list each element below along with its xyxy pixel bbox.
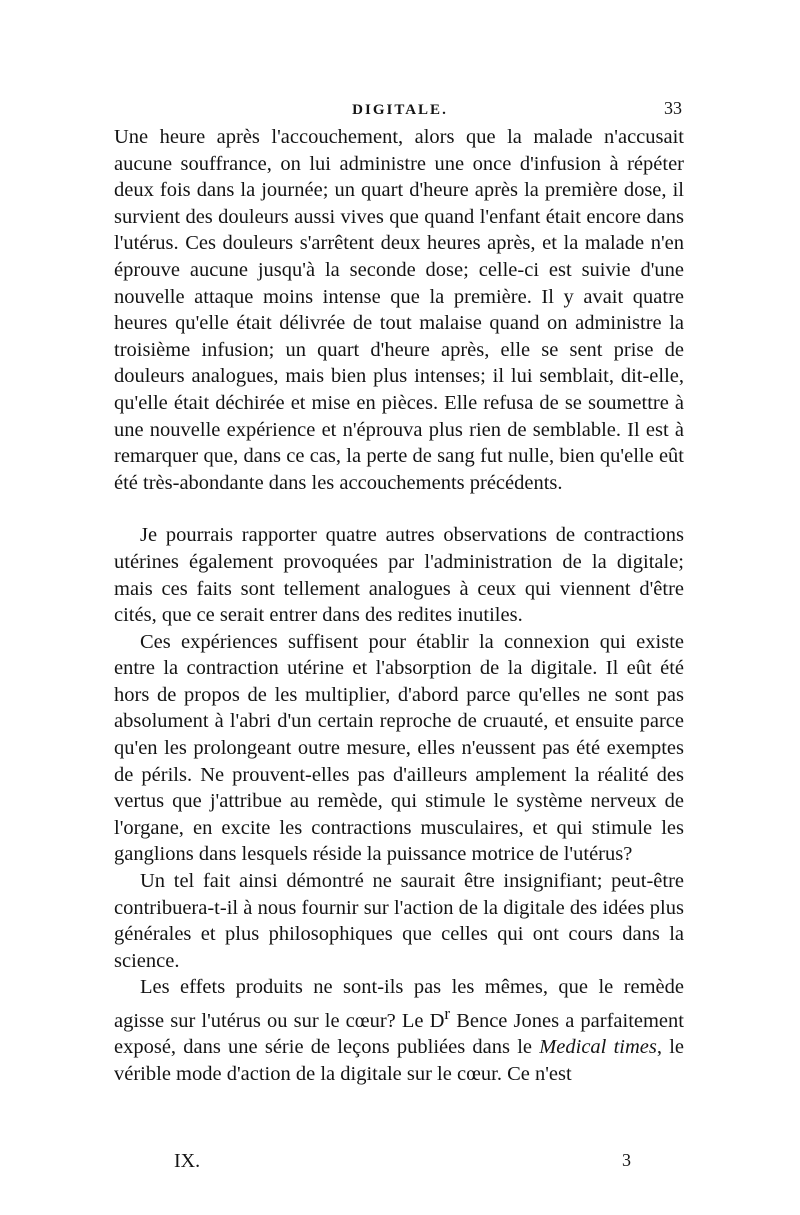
paragraph-last bbox=[114, 974, 684, 1087]
signature-mark: IX. bbox=[174, 1150, 201, 1172]
paragraph: Un tel fait ainsi démontré ne saurait être insignifiant; peut-être contribuera-t-il à nous fournir sur l'action de la digitale des idées plus générales et plus philosophiques que celles qui ont cours dans la science. bbox=[114, 870, 684, 972]
text-run: Les effets produits ne sont-ils pas les mêmes, que le remède agisse sur l'utérus ou sur le cœur? Le D bbox=[114, 976, 684, 1032]
paragraph: Je pourrais rapporter quatre autres observations de contractions utérines également provoquées par l'administration de la digitale; mais ces faits sont tellement analogues à ceux qui viennent d'être cités, que ce serait entrer dans des redites inutiles. bbox=[114, 524, 684, 627]
text-run: , le vérible mode d'action de la digitale sur le cœur. Ce n'est bbox=[114, 1036, 684, 1086]
paragraph: Ces expériences suffisent pour établir la connexion qui existe entre la contraction utérine et l'absorption de la digitale. Il eût été hors de propos de les multiplier, d'abord parce qu'elles ne sont pas absolument à l'abri d'un certain reproche de cruauté, et ensuite parce qu'en les prolongeant outre mesure, elles n'eussent pas été exemptes de périls. Ne prouvent-elles pas d'ailleurs amplement la réalité des vertus que j'attribue au remède, qui stimule le système nerveux de l'organe, en excite les contractions musculaires, et qui stimule les ganglions dans lesquels réside la puissance motrice de l'utérus? bbox=[114, 630, 684, 866]
running-title: DIGITALE. bbox=[352, 102, 448, 118]
page-number: 33 bbox=[664, 98, 682, 118]
journal-title: Medical times bbox=[539, 1036, 657, 1059]
text-run: Bence Jones a parfaitement exposé, dans une série de leçons publiées dans le bbox=[114, 1009, 684, 1059]
paragraph-gap bbox=[114, 496, 684, 522]
paragraph: Une heure après l'accouchement, alors que la malade n'accusait aucune souffrance, on lui administre une once d'infusion à répéter deux fois dans la journée; un quart d'heure après la première dose, il survient des douleurs aussi vives que quand l'enfant était encore dans l'utérus. Ces douleurs s'arrêtent deux heures après, et la malade n'en éprouve aucune jusqu'à la seconde dose; celle-ci est suivie d'une nouvelle attaque moins intense que la première. Il y avait quatre heures qu'elle était délivrée de tout malaise quand on administre la troisième infusion; un quart d'heure après, elle se sent prise de douleurs analogues, mais bien plus intenses; il lui semblait, dit-elle, qu'elle était déchirée et mise en pièces. Elle refusa de se soumettre à une nouvelle expérience et n'éprouva plus rien de semblable. Il est à remarquer que, dans ce cas, la perte de sang fut nulle, bien qu'elle eût été très-abondante dans les accouchements précédents. bbox=[114, 126, 684, 494]
superscript: r bbox=[444, 1004, 451, 1023]
signature-number: 3 bbox=[622, 1150, 631, 1170]
body-text bbox=[114, 124, 684, 1088]
